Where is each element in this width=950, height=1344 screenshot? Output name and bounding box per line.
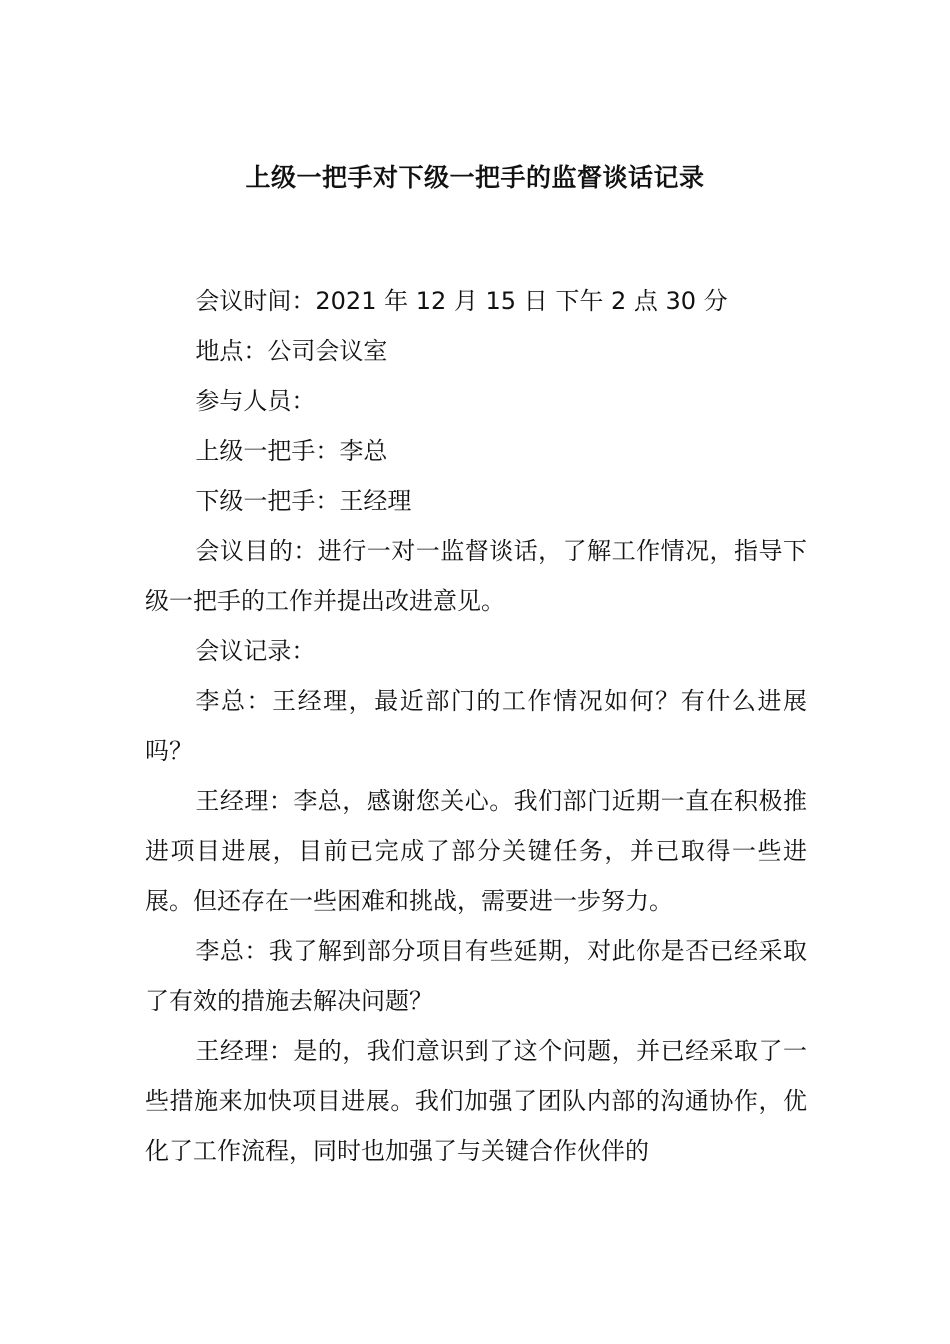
meeting-record-heading: 会议记录：	[195, 637, 316, 665]
meeting-location: 地点：公司会议室	[195, 337, 388, 365]
dialogue-paragraph: 王经理：李总，感谢您关心。我们部门近期一直在积极推进项目进展，目前已完成了部分关键任务，并已取得一些进展。但还存在一些困难和挑战，需要进一步努力。	[145, 787, 807, 915]
document-body	[145, 276, 807, 1176]
dialogue-paragraph: 李总：王经理，最近部门的工作情况如何？有什么进展吗？	[145, 687, 807, 765]
participant-superior: 上级一把手：李总	[195, 437, 388, 465]
participant-subordinate: 下级一把手：王经理	[195, 487, 412, 515]
dialogue-paragraph: 王经理：是的，我们意识到了这个问题，并已经采取了一些措施来加快项目进展。我们加强了团队内部的沟通协作，优化了工作流程，同时也加强了与关键合作伙伴的	[145, 1037, 807, 1165]
document-title: 上级一把手对下级一把手的监督谈话记录	[245, 163, 705, 192]
meeting-time: 会议时间：2021 年 12 月 15 日 下午 2 点 30 分	[195, 287, 728, 315]
dialogue-paragraph: 李总：我了解到部分项目有些延期，对此你是否已经采取了有效的措施去解决问题？	[145, 937, 807, 1015]
meeting-purpose: 会议目的：进行一对一监督谈话，了解工作情况，指导下级一把手的工作并提出改进意见。	[145, 537, 807, 615]
participants-heading: 参与人员：	[195, 387, 316, 415]
